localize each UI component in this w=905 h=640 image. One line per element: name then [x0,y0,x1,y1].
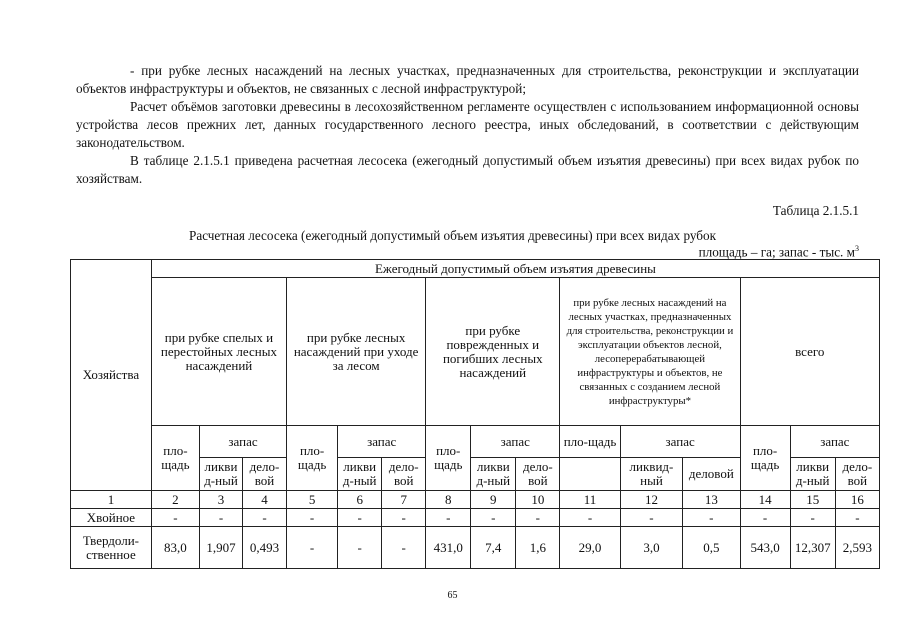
row-label: Твердоли-ственное [71,527,152,569]
table-cell: 2,593 [835,527,879,569]
header-business-4: деловой [683,458,740,491]
column-number: 2 [151,491,199,509]
header-area-3: пло-щадь [426,426,471,491]
table-cell: 543,0 [740,527,790,569]
table-cell: - [620,509,682,527]
table-cell: - [287,509,338,527]
paragraph-1: - при рубке лесных насаждений на лесных участках, предназначенных для строительства, реконструкции и эксплуатации объектов инфраструктуры и объектов, не связанных с лесной инфраструктурой; [76,63,859,96]
column-number: 16 [835,491,879,509]
column-number: 11 [560,491,620,509]
table-title: Расчетная лесосека (ежегодный допустимый объем изъятия древесины) при всех видах рубок [189,228,716,243]
header-group-total: всего [740,278,879,426]
column-number: 14 [740,491,790,509]
table-cell: 12,307 [790,527,835,569]
table-cell: - [382,509,426,527]
header-area-4: пло-щадь [560,426,620,458]
column-number: 1 [71,491,152,509]
header-business-3: дело-вой [516,458,560,491]
table-cell: 7,4 [471,527,516,569]
table-cell: 29,0 [560,527,620,569]
column-number: 9 [471,491,516,509]
header-row-2 [71,278,880,426]
paragraph-3: В таблице 2.1.5.1 приведена расчетная лесосека (ежегодный допустимый объем изъятия древесины) при всех видах рубок по хозяйствам. [76,153,859,186]
table-cell: - [151,509,199,527]
table-cell: 83,0 [151,527,199,569]
header-liquid-1: ликви д-ный [199,458,242,491]
header-area-5: пло-щадь [740,426,790,491]
table-cell: - [382,527,426,569]
table-cell: - [242,509,286,527]
header-area-1: пло-щадь [151,426,199,491]
column-number: 6 [338,491,382,509]
header-group-damaged: при рубке поврежденных и погибших лесных насаждений [426,278,560,426]
header-row-1 [71,260,880,278]
table-cell: - [338,527,382,569]
header-area-2: пло-щадь [287,426,338,491]
table-cell: 0,493 [242,527,286,569]
header-liquid-2: ликви д-ный [338,458,382,491]
header-stock-4: запас [620,426,740,458]
column-number: 3 [199,491,242,509]
header-liquid-5: ликви д-ный [790,458,835,491]
table-units [699,244,859,260]
header-liquid-4: ликвид-ный [620,458,682,491]
table-cell: 1,6 [516,527,560,569]
table-cell: 431,0 [426,527,471,569]
column-number-row [71,491,880,509]
table-cell: - [199,509,242,527]
paragraph-2: Расчет объёмов заготовки древесины в лесохозяйственном регламенте осуществлен с использованием информационной основы устройства лесов прежних лет, данных государственного лесного реестра, иных обследований, в соответствии с действующим законодательством. [76,99,859,150]
table-number: Таблица 2.1.5.1 [772,203,859,218]
table-cell: - [683,509,740,527]
header-stock-3: запас [471,426,560,458]
header-stock-2: запас [338,426,426,458]
table-cell: 3,0 [620,527,682,569]
column-number: 15 [790,491,835,509]
header-business-2: дело-вой [382,458,426,491]
header-business-1: дело-вой [242,458,286,491]
column-number: 8 [426,491,471,509]
table-cell: - [471,509,516,527]
table-cell: - [426,509,471,527]
header-stock-5: запас [790,426,879,458]
header-row-3 [71,426,880,458]
header-empty-cell [560,458,620,491]
column-number: 5 [287,491,338,509]
page-number: 65 [447,590,458,601]
header-stock-1: запас [199,426,286,458]
column-number: 7 [382,491,426,509]
table-row-hardwood [71,527,880,569]
table-cell: 0,5 [683,527,740,569]
row-label: Хвойное [71,509,152,527]
header-farms: Хозяйства [71,260,152,491]
header-group-infrastructure: при рубке лесных насаждений на лесных участках, предназначенных для строительства, реконструкции и эксплуатации объектов лесной, лесоперерабатывающей инфраструктуры и объектов, не связанных с созданием лесной инфраструктуры* [560,278,740,426]
table-cell: 1,907 [199,527,242,569]
header-group-thinning: при рубке лесных насаждений при уходе за лесом [287,278,426,426]
table-cell: - [560,509,620,527]
allowable-cut-table [70,259,880,569]
column-number: 13 [683,491,740,509]
header-liquid-3: ликви д-ный [471,458,516,491]
table-cell: - [338,509,382,527]
table-cell: - [790,509,835,527]
header-group-final-felling: при рубке спелых и перестойных лесных насаждений [151,278,286,426]
header-business-5: дело-вой [835,458,879,491]
column-number: 10 [516,491,560,509]
table-cell: - [740,509,790,527]
table-row-coniferous [71,509,880,527]
column-number: 4 [242,491,286,509]
table-cell: - [835,509,879,527]
units-superscript: 3 [855,244,859,253]
units-text: площадь – га; запас - тыс. м [698,244,855,260]
header-main: Ежегодный допустимый объем изъятия древесины [151,260,879,278]
column-number: 12 [620,491,682,509]
table-cell: - [287,527,338,569]
table-cell: - [516,509,560,527]
